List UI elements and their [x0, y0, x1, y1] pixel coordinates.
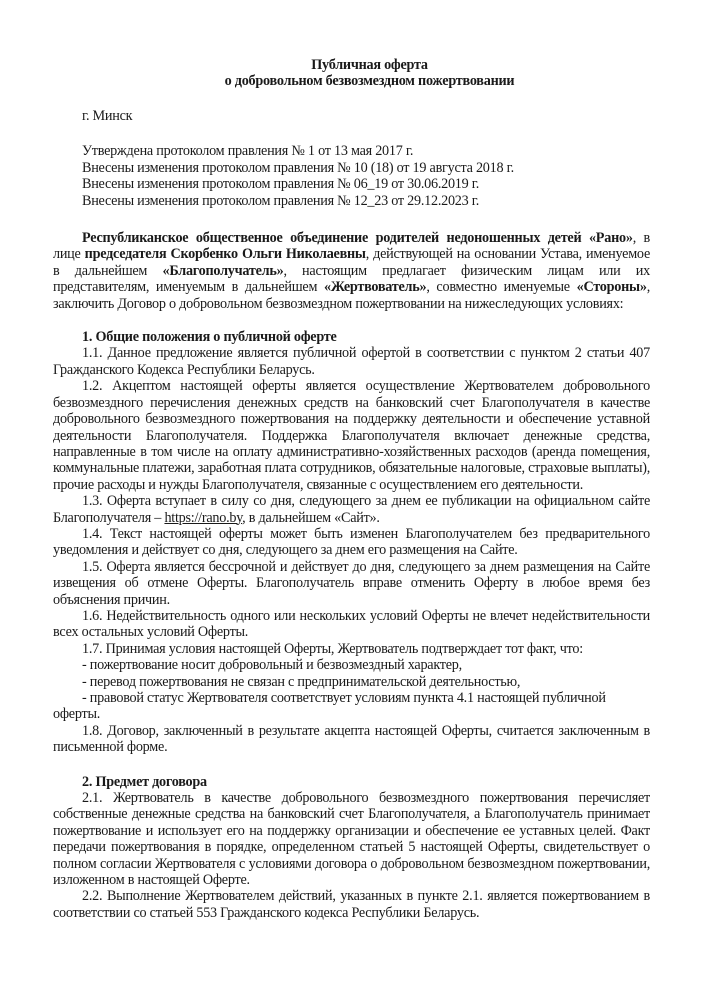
document-page — [53, 57, 650, 921]
protocol-line: Внесены изменения протоколом правления № 06_19 от 30.06.2019 г. — [82, 176, 480, 193]
section-2-heading: 2. Предмет договора — [82, 773, 207, 790]
clause-1-2: 1.2. Акцептом настоящей оферты является осуществление Жертвователем добровольного безвозмездного перечисления денежных средств на банковский счет Благополучателя в качестве добровольного безвозмездного пожертвования на поддержку деятельности и обеспечение уставной деятельности Благополучателя. Поддержка Благополучателя включает денежные средства, направленные в том числе на оплату административно-хозяйственных расходов (аренда помещения, коммунальные платежи, заработная плата сотрудников, обязательные налоговые, страховые выплаты), прочие расходы и нужды Благополучателя, связанные с осуществлением его деятельности. — [53, 378, 650, 493]
site-link[interactable]: https://rano.by — [164, 509, 243, 526]
clause-1-1: 1.1. Данное предложение является публичной офертой в соответствии с пунктом 2 статьи 407 Гражданского Кодекса Республики Беларусь. — [53, 345, 650, 378]
preamble-text: , заключить Договор о добровольном безвозмездном пожертвовании на нижеследующих условиях: — [53, 279, 651, 312]
title-line-2: о добровольном безвозмездном пожертвовании — [224, 73, 515, 89]
clause-2-1: 2.1. Жертвователь в качестве добровольного безвозмездного пожертвования перечисляет собственные денежные средства на банковский счет Благополучателя, а Благополучатель принимает пожертвование и использует его на поддержку организации и обеспечение ее уставных целей. Факт передачи пожертвования в порядке, определенном статьей 5 настоящей Оферты, свидетельствует о полном согласии Жертвователя с условиями договора о добровольном безвозмездном пожертвовании, изложенном в настоящей Оферте. — [53, 790, 650, 889]
preamble-text: , настоящим предлагает физическим лицам или их представителям, именуемым в дальнейшем — [53, 262, 650, 296]
clause-2-2: 2.2. Выполнение Жертвователем действий, указанных в пункте 2.1. является пожертвованием в соответствии со статьей 553 Гражданского кодекса Республики Беларусь. — [53, 888, 650, 921]
clause-1-3 — [53, 493, 650, 526]
preamble-text: , действующей на основании Устава, именуемое в дальнейшем — [53, 246, 650, 279]
protocol-list — [53, 143, 650, 209]
protocol-line: Утверждена протоколом правления № 1 от 13 мая 2017 г. — [82, 143, 414, 160]
clause-1-7: 1.7. Принимая условия настоящей Оферты, Жертвователь подтверждает тот факт, что: — [82, 640, 583, 657]
protocol-line: Внесены изменения протоколом правления № 12_23 от 29.12.2023 г. — [82, 192, 480, 209]
clause-1-6: 1.6. Недействительность одного или нескольких условий Оферты не влечет недействительности всех остальных условий Оферты. — [53, 607, 650, 641]
beneficiary-term: «Благополучатель» — [162, 262, 284, 279]
clause-1-4: 1.4. Текст настоящей оферты может быть изменен Благополучателем без предварительного уведомления и действует со дня, следующего за днем его размещения на Сайте. — [53, 525, 650, 559]
donor-term: «Жертвователь» — [323, 279, 427, 296]
preamble — [53, 230, 650, 312]
clause-1-7-item: - пожертвование носит добровольный и безвозмездный характер, — [82, 657, 462, 674]
clause-1-5: 1.5. Оферта является бессрочной и действует до дня, следующего за днем размещения на Сайте извещения об отмене Оферты. Благополучатель вправе отменить Оферту в любое время без объяснения причин. — [53, 558, 650, 608]
city: г. Минск — [82, 108, 133, 124]
clause-1-7-item: - правовой статус Жертвователя соответствует условиям пункта 4.1 настоящей публичной оферты. — [53, 690, 606, 723]
organization-name: Республиканское общественное объединение родителей недоношенных детей «Рано» — [82, 230, 633, 247]
title-line-1: Публичная оферта — [311, 57, 428, 73]
document-title — [53, 57, 650, 89]
clause-text: , в дальнейшем «Сайт». — [242, 509, 380, 526]
clause-1-7-item: - перевод пожертвования не связан с предпринимательской деятельностью, — [82, 673, 521, 690]
protocol-line: Внесены изменения протоколом правления № 10 (18) от 19 августа 2018 г. — [82, 159, 514, 176]
section-1-heading: 1. Общие положения о публичной оферте — [82, 329, 337, 346]
clause-text: 1.3. Оферта вступает в силу со дня, следующего за днем ее публикации на официальном сайте Благополучателя – — [53, 493, 650, 526]
preamble-text: , в лице — [53, 230, 651, 263]
clause-1-8: 1.8. Договор, заключенный в результате акцепта настоящей Оферты, считается заключенным в письменной форме. — [53, 722, 650, 756]
preamble-text: , совместно именуемые — [426, 279, 577, 296]
chairperson: председателя Скорбенко Ольги Николаевны — [84, 246, 366, 263]
parties-term: «Стороны» — [576, 279, 647, 296]
